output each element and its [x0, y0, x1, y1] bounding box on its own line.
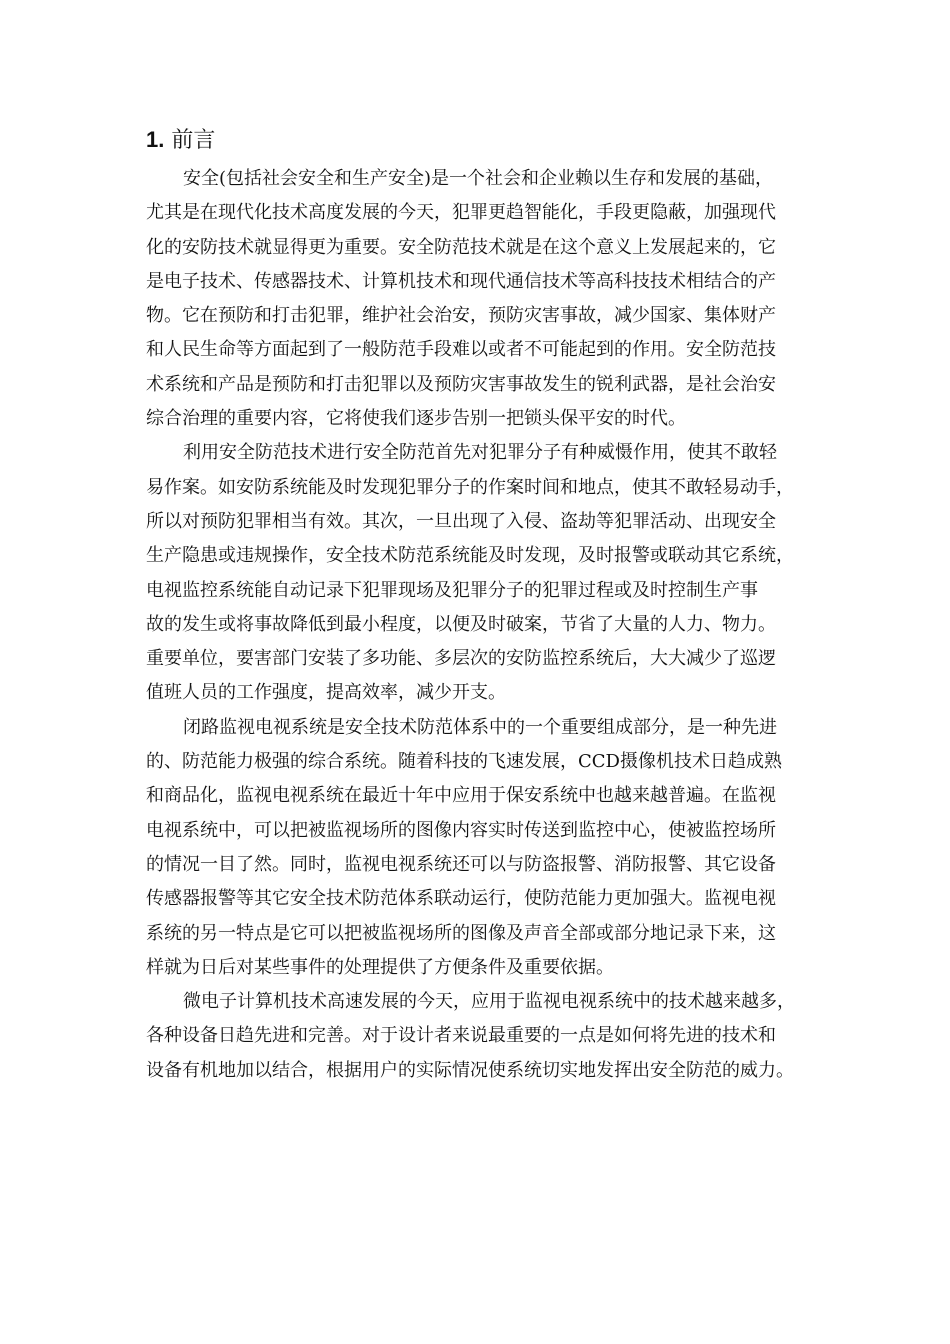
- paragraph-2-line: 值班人员的工作强度，提高效率，减少开支。: [146, 682, 506, 704]
- paragraph-1-line: 尤其是在现代化技术高度发展的今天，犯罪更趋智能化，手段更隐蔽，加强现代: [146, 202, 776, 224]
- paragraph-1-line: 物。它在预防和打击犯罪，维护社会治安，预防灾害事故，减少国家、集体财产: [146, 305, 776, 327]
- body-text: [146, 162, 846, 1088]
- paragraph-4-line: 各种设备日趋先进和完善。对于设计者来说最重要的一点是如何将先进的技术和: [146, 1025, 776, 1047]
- paragraph-3-line: 和商品化，监视电视系统在最近十年中应用于保安系统中也越来越普遍。在监视: [146, 785, 776, 807]
- paragraph-1-line: 综合治理的重要内容，它将使我们逐步告别一把锁头保平安的时代。: [146, 408, 686, 430]
- paragraph-3-line: 的、防范能力极强的综合系统。随着科技的飞速发展，CCD摄像机技术日趋成熟: [146, 751, 782, 773]
- paragraph-2-line: 重要单位，要害部门安装了多功能、多层次的安防监控系统后，大大减少了巡逻: [146, 648, 776, 670]
- paragraph-3-line: 闭路监视电视系统是安全技术防范体系中的一个重要组成部分，是一种先进: [183, 716, 777, 738]
- paragraph-3-line: 的情况一目了然。同时，监视电视系统还可以与防盗报警、消防报警、其它设备: [146, 853, 776, 875]
- paragraph-3-line: 系统的另一特点是它可以把被监视场所的图像及声音全部或部分地记录下来，这: [146, 922, 776, 944]
- paragraph-2-line: 所以对预防犯罪相当有效。其次，一旦出现了入侵、盗劫等犯罪活动、出现安全: [146, 510, 776, 532]
- section-heading: [146, 122, 215, 159]
- paragraph-2-line: 易作案。如安防系统能及时发现犯罪分子的作案时间和地点，使其不敢轻易动手，: [146, 476, 794, 498]
- paragraph-1-line: 和人民生命等方面起到了一般防范手段难以或者不可能起到的作用。安全防范技: [146, 339, 776, 361]
- section-title: 前言: [171, 128, 216, 153]
- paragraph-2-line: 利用安全防范技术进行安全防范首先对犯罪分子有种威慑作用，使其不敢轻: [183, 442, 777, 464]
- paragraph-2-line: 电视监控系统能自动记录下犯罪现场及犯罪分子的犯罪过程或及时控制生产事: [146, 579, 758, 601]
- paragraph-3-line: 样就为日后对某些事件的处理提供了方便条件及重要依据。: [146, 956, 614, 978]
- paragraph-1-line: 术系统和产品是预防和打击犯罪以及预防灾害事故发生的锐利武器，是社会治安: [146, 373, 776, 395]
- paragraph-3-line: 传感器报警等其它安全技术防范体系联动运行，使防范能力更加强大。监视电视: [146, 888, 776, 910]
- paragraph-3-line: 电视系统中，可以把被监视场所的图像内容实时传送到监控中心，使被监控场所: [146, 819, 776, 841]
- paragraph-1-line: 化的安防技术就显得更为重要。安全防范技术就是在这个意义上发展起来的，它: [146, 236, 776, 258]
- paragraph-4-line: 微电子计算机技术高速发展的今天，应用于监视电视系统中的技术越来越多，: [183, 991, 795, 1013]
- paragraph-4-line: 设备有机地加以结合，根据用户的实际情况使系统切实地发挥出安全防范的威力。: [146, 1059, 794, 1081]
- paragraph-1-line: 安全(包括社会安全和生产安全)是一个社会和企业赖以生存和发展的基础，: [183, 168, 774, 189]
- section-number: 1.: [146, 127, 165, 152]
- paragraph-2-line: 故的发生或将事故降低到最小程度，以便及时破案，节省了大量的人力、物力。: [146, 613, 776, 635]
- paragraph-2-line: 生产隐患或违规操作，安全技术防范系统能及时发现，及时报警或联动其它系统，: [146, 545, 794, 567]
- paragraph-1-line: 是电子技术、传感器技术、计算机技术和现代通信技术等高科技技术相结合的产: [146, 270, 776, 292]
